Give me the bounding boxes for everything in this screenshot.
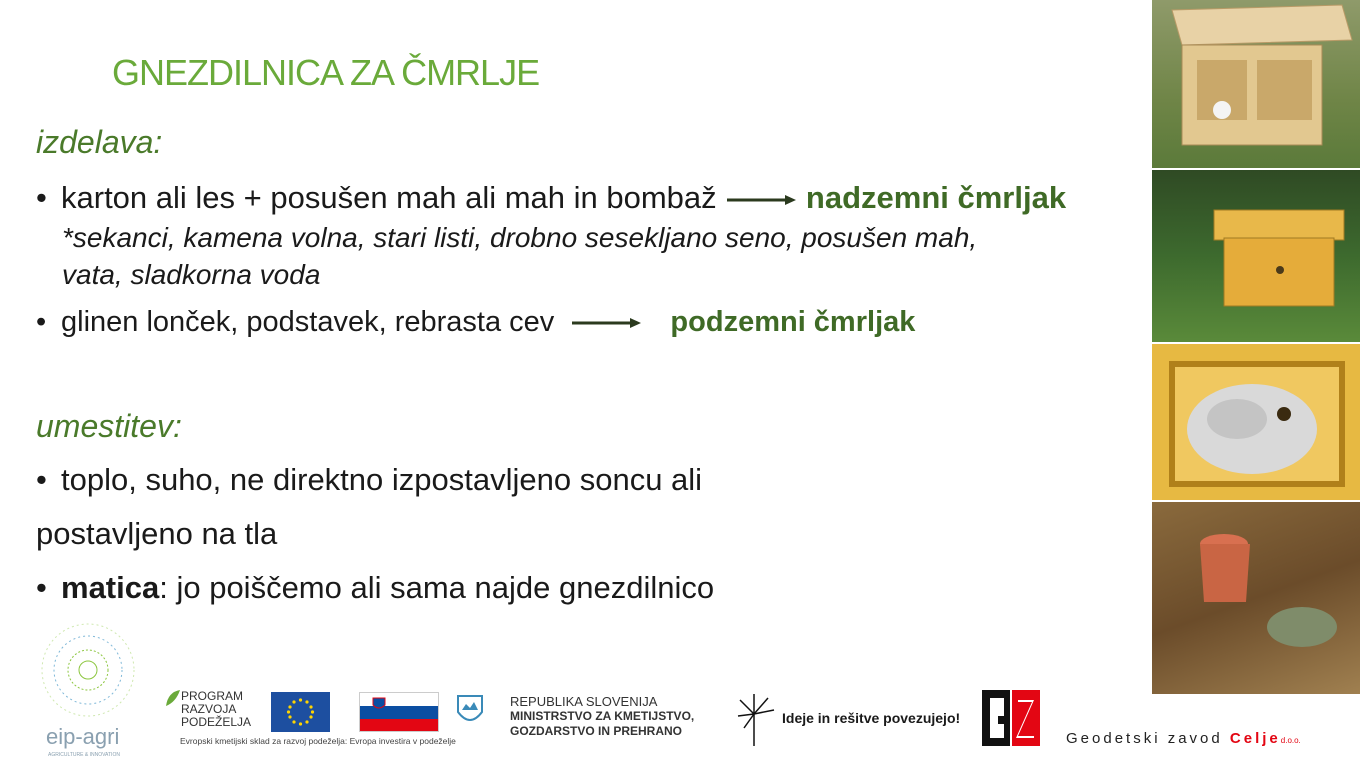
ministry-logo-text [510, 694, 694, 739]
photo-nest-box-with-wool [1152, 344, 1360, 500]
slogan-text: Ideje in rešitve povezujejo! [782, 710, 961, 726]
leaf-icon [164, 688, 182, 708]
photo-wooden-nest-box-grass [1152, 170, 1360, 342]
item-text: glinen lonček, podstavek, rebrasta cev [61, 306, 555, 338]
ministry-line1: REPUBLIKA SLOVENIJA [510, 694, 658, 709]
eip-agri-logo [36, 618, 140, 765]
item-text: toplo, suho, ne direktno izpostavljeno soncu ali [61, 462, 703, 497]
section-heading-izdelava: izdelava: [36, 124, 163, 160]
item-result: nadzemni čmrljak [805, 180, 1067, 215]
gz-city: Celje [1229, 730, 1281, 747]
arrow-right-icon [725, 193, 797, 207]
prp-line3: PODEŽELJA [181, 715, 252, 729]
note-text [62, 219, 977, 293]
gz-suffix: d.o.o. [1280, 736, 1301, 745]
item-result: podzemni čmrljak [670, 306, 916, 338]
note-line: *sekanci, kamena volna, stari listi, drobno sesekljano seno, posušen mah, [62, 222, 978, 253]
gz-logo-icon [982, 690, 1040, 751]
slovenia-flag-icon [359, 692, 439, 732]
photo-clay-pot-underground-nest [1152, 502, 1360, 694]
bullet-icon: • [36, 462, 47, 497]
gz-prefix: Geodetski zavod [1066, 730, 1230, 747]
eu-fund-text: Evropski kmetijski sklad za razvoj podeželja: Evropa investira v podeželje [180, 736, 456, 746]
eip-agri-subtext: AGRICULTURE & INNOVATION [48, 752, 120, 758]
ministry-line2: MINISTRSTVO ZA KMETIJSTVO, [510, 709, 695, 723]
photo-wooden-nest-box-open [1152, 0, 1360, 168]
list-item [36, 306, 915, 339]
bullet-icon: • [36, 180, 47, 215]
note-line: vata, sladkorna voda [62, 259, 321, 290]
list-item [36, 462, 702, 498]
item-text: karton ali les + posušen mah ali mah in bombaž [61, 180, 717, 215]
list-item [36, 570, 714, 606]
eip-agri-burst-icon [36, 618, 140, 728]
section-heading-umestitev: umestitev: [36, 408, 182, 444]
list-item-continuation: postavljeno na tla [36, 516, 278, 551]
eip-agri-text: eip-agri [46, 724, 120, 749]
dandelion-icon [734, 690, 780, 753]
bullet-icon: • [36, 306, 47, 338]
item-bold: matica [61, 570, 160, 605]
bullet-icon: • [36, 570, 47, 605]
ministry-line3: GOZDARSTVO IN PREHRANO [510, 724, 683, 738]
prp-line1: PROGRAM [181, 689, 244, 703]
item-text: : jo poiščemo ali sama najde gnezdilnico [159, 570, 715, 605]
eu-flag-icon [271, 692, 330, 732]
slovenia-coat-of-arms-icon [456, 694, 484, 733]
list-item [36, 180, 1066, 216]
arrow-right-icon [570, 316, 650, 330]
gz-company-name [1066, 730, 1301, 747]
page-title: GNEZDILNICA ZA ČMRLJE [112, 52, 540, 93]
prp-line2: RAZVOJA [181, 702, 237, 716]
